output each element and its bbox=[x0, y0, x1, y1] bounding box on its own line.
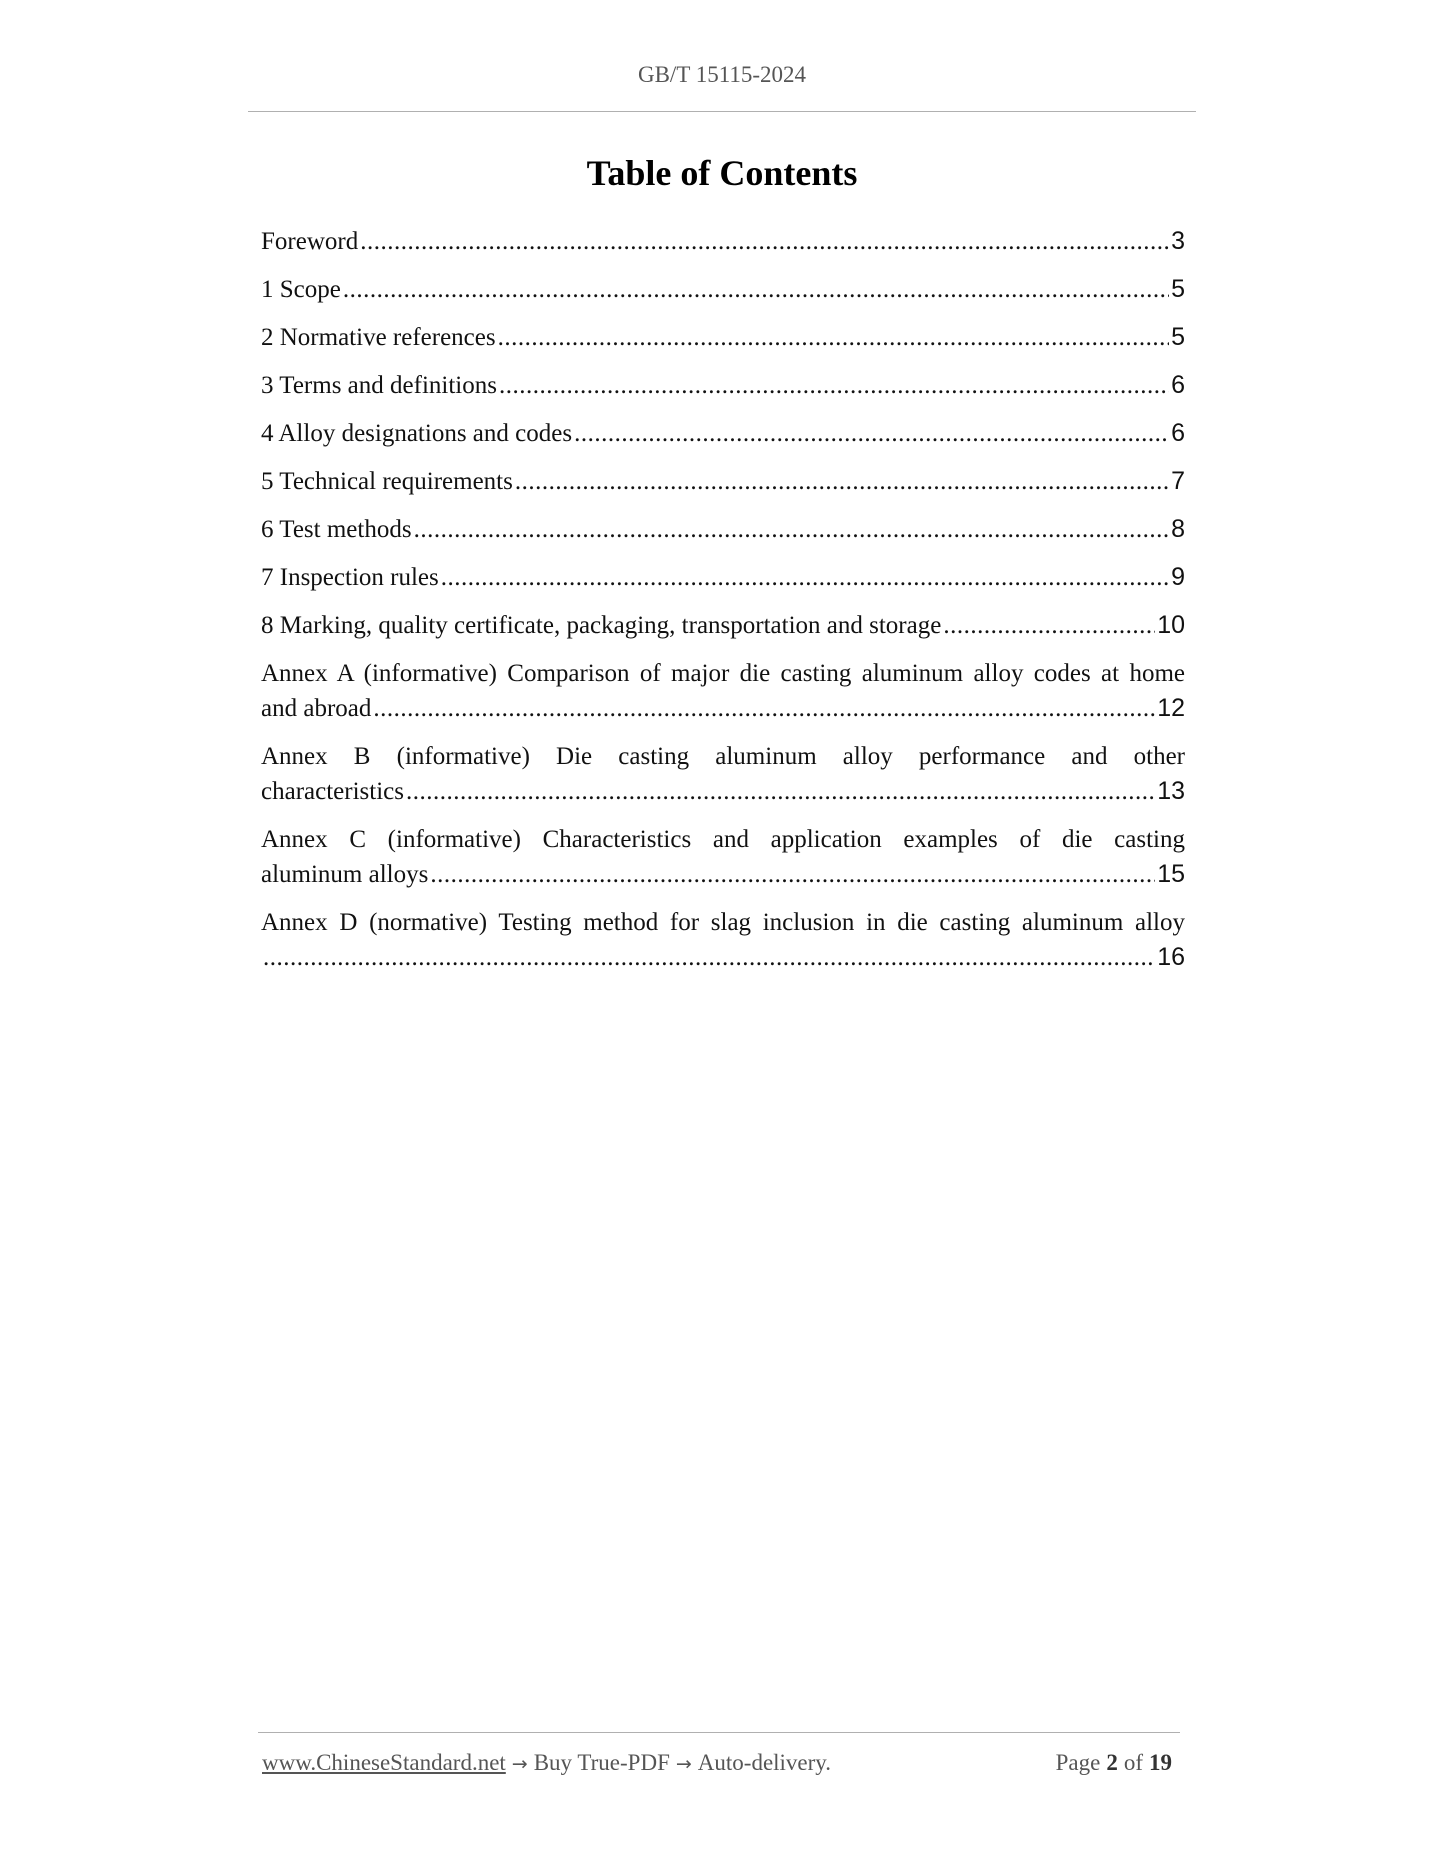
toc-entry-terms-and-definitions[interactable] bbox=[261, 368, 1185, 403]
toc-dot-leader bbox=[343, 272, 1169, 307]
toc-dot-leader bbox=[263, 940, 1155, 975]
toc-entry-annex-c[interactable] bbox=[261, 822, 1185, 892]
toc-entry-annex-a[interactable] bbox=[261, 656, 1185, 726]
toc-entry-label: 3 Terms and definitions bbox=[261, 372, 497, 399]
page-title: Table of Contents bbox=[586, 153, 858, 193]
toc-dot-leader bbox=[498, 320, 1169, 355]
toc-entry-label: 5 Technical requirements bbox=[261, 468, 513, 495]
toc-dot-leader bbox=[360, 224, 1169, 259]
toc-page-number: 8 bbox=[1171, 515, 1185, 543]
toc-page-number: 7 bbox=[1171, 467, 1185, 495]
toc-entry-annex-b[interactable] bbox=[261, 739, 1185, 809]
current-page-number: 2 bbox=[1106, 1750, 1118, 1775]
toc-page-number: 3 bbox=[1171, 227, 1185, 255]
buy-text: Buy True-PDF bbox=[533, 1750, 670, 1775]
toc-page-number: 15 bbox=[1157, 860, 1185, 888]
toc-page-number: 6 bbox=[1171, 371, 1185, 399]
toc-entry-alloy-designations[interactable] bbox=[261, 416, 1185, 451]
toc-entry-label: 4 Alloy designations and codes bbox=[261, 420, 573, 447]
total-pages-number: 19 bbox=[1149, 1750, 1172, 1775]
toc-entry-normative-references[interactable] bbox=[261, 320, 1185, 355]
toc-entry-label: 6 Test methods bbox=[261, 516, 412, 543]
footer-divider bbox=[258, 1732, 1180, 1733]
toc-entry-label-continued: characteristics bbox=[261, 778, 404, 805]
toc-page-number: 10 bbox=[1157, 611, 1185, 639]
toc-dot-leader bbox=[499, 368, 1169, 403]
toc-page-number: 5 bbox=[1171, 275, 1185, 303]
toc-entry-label: 8 Marking, quality certificate, packaging, transportation and storage bbox=[261, 612, 942, 639]
toc-dot-leader bbox=[406, 774, 1155, 809]
toc-entry-foreword[interactable] bbox=[261, 224, 1185, 259]
toc-entry-label: 1 Scope bbox=[261, 276, 341, 303]
footer-promo bbox=[262, 1750, 831, 1776]
toc-entry-annex-d[interactable] bbox=[261, 905, 1185, 975]
arrow-right-icon: → bbox=[675, 1753, 692, 1775]
toc-dot-leader bbox=[373, 691, 1155, 726]
toc-dot-leader bbox=[515, 464, 1169, 499]
toc-entry-technical-requirements[interactable] bbox=[261, 464, 1185, 499]
toc-entry-label: Annex B (informative) Die casting aluminum alloy performance and other bbox=[261, 743, 1185, 770]
toc-entry-label: Foreword bbox=[261, 228, 359, 255]
toc-page-number: 5 bbox=[1171, 323, 1185, 351]
table-of-contents bbox=[261, 224, 1185, 988]
delivery-text: Auto-delivery. bbox=[697, 1750, 832, 1775]
of-word: of bbox=[1123, 1750, 1143, 1775]
page-indicator bbox=[1056, 1750, 1178, 1776]
document-header: GB/T 15115-2024 bbox=[637, 62, 807, 87]
toc-entry-label: Annex C (informative) Characteristics and application examples of die casting bbox=[261, 826, 1185, 853]
toc-dot-leader bbox=[441, 560, 1169, 595]
toc-entry-test-methods[interactable] bbox=[261, 512, 1185, 547]
toc-entry-label: Annex D (normative) Testing method for slag inclusion in die casting aluminum alloy bbox=[261, 909, 1185, 936]
toc-entry-label: Annex A (informative) Comparison of major die casting aluminum alloy codes at home bbox=[261, 660, 1185, 687]
page-word: Page bbox=[1055, 1750, 1101, 1775]
toc-page-number: 13 bbox=[1157, 777, 1185, 805]
toc-dot-leader bbox=[943, 608, 1155, 643]
toc-dot-leader bbox=[414, 512, 1170, 547]
toc-page-number: 6 bbox=[1171, 419, 1185, 447]
toc-entry-label-continued: aluminum alloys bbox=[261, 861, 429, 888]
site-link[interactable]: www.ChineseStandard.net bbox=[262, 1750, 506, 1775]
toc-page-number: 16 bbox=[1157, 943, 1185, 971]
toc-entry-label-continued: and abroad bbox=[261, 695, 372, 722]
toc-entry-label: 2 Normative references bbox=[261, 324, 496, 351]
toc-entry-marking-packaging[interactable] bbox=[261, 608, 1185, 643]
toc-entry-label: 7 Inspection rules bbox=[261, 564, 439, 591]
toc-page-number: 9 bbox=[1171, 563, 1185, 591]
header-divider bbox=[248, 111, 1196, 112]
page-footer bbox=[262, 1750, 1178, 1776]
toc-entry-scope[interactable] bbox=[261, 272, 1185, 307]
arrow-right-icon: → bbox=[511, 1753, 528, 1775]
toc-dot-leader bbox=[430, 857, 1155, 892]
toc-page-number: 12 bbox=[1157, 694, 1185, 722]
toc-entry-inspection-rules[interactable] bbox=[261, 560, 1185, 595]
toc-dot-leader bbox=[574, 416, 1169, 451]
